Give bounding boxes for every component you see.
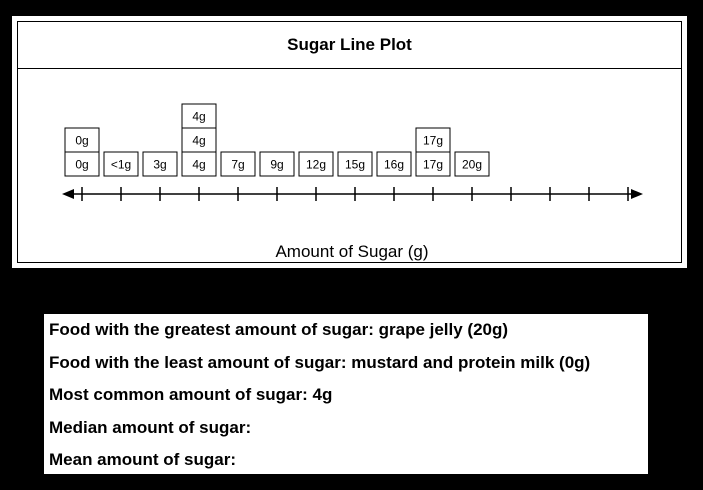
data-box [221,152,255,176]
line-plot-chart [14,18,685,266]
sugar-line-plot-panel [12,16,687,268]
data-box-label: <1g [110,157,132,172]
x-axis-label: Amount of Sugar (g) [275,242,429,261]
median-sugar-fact: Median amount of sugar: [49,417,252,437]
mean-sugar-fact: Mean amount of sugar: [49,450,237,469]
data-box-label: 7g [231,157,245,172]
data-box [182,128,216,152]
sugar-facts-panel [44,314,648,474]
data-box-label: 17g [422,133,444,148]
data-box [65,152,99,176]
plot-title: Sugar Line Plot [18,22,681,69]
data-box [299,152,333,176]
data-box-label: 4g [192,157,206,172]
data-box-label: 4g [192,109,206,124]
right-arrow-icon [631,189,643,199]
most-common-sugar-fact: Most common amount of sugar: 4g [49,385,333,404]
data-box [338,152,372,176]
data-box [143,152,177,176]
data-box-label: 4g [192,133,206,148]
data-box [455,152,489,176]
data-box [104,152,138,176]
data-box-label: 17g [422,157,444,172]
data-box-label: 0g [75,157,89,172]
least-sugar-fact: Food with the least amount of sugar: mustard and protein milk (0g) [49,352,591,372]
data-box-label: 16g [383,157,405,172]
data-box [416,152,450,176]
data-box [182,152,216,176]
data-box [182,104,216,128]
data-box-label: 3g [153,157,167,172]
data-box-label: 15g [344,157,366,172]
data-box [416,128,450,152]
data-box [65,128,99,152]
data-box-label: 0g [75,133,89,148]
data-box [377,152,411,176]
greatest-sugar-fact: Food with the greatest amount of sugar: grape jelly (20g) [49,320,509,339]
data-box-label: 12g [305,157,327,172]
data-box [260,152,294,176]
data-box-label: 20g [461,157,483,172]
left-arrow-icon [62,189,74,199]
data-box-label: 9g [270,157,284,172]
